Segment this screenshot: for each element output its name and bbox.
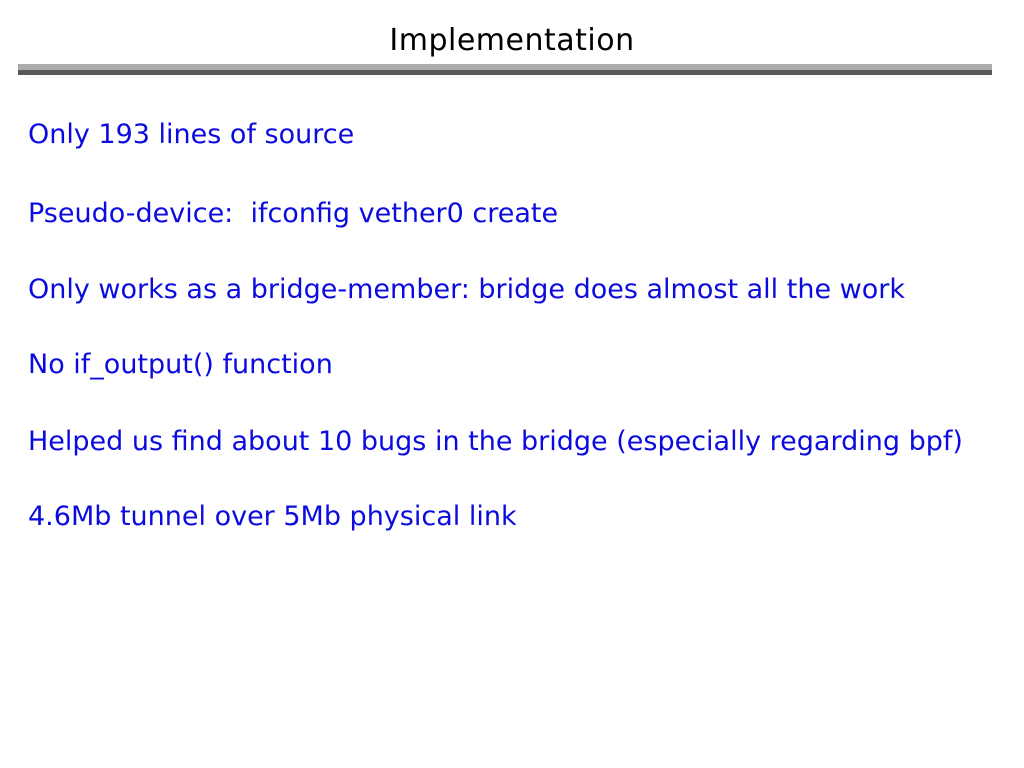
divider-bottom-band xyxy=(18,70,992,75)
bullet-line: No if_output() function xyxy=(28,349,333,380)
bullet-line: Helped us find about 10 bugs in the bridge (especially regarding bpf) xyxy=(28,426,963,457)
title-divider xyxy=(18,64,992,75)
bullet-line: Only works as a bridge-member: bridge does almost all the work xyxy=(28,274,905,305)
bullet-line: 4.6Mb tunnel over 5Mb physical link xyxy=(28,501,517,532)
bullet-line: Pseudo-device: ifconfig vether0 create xyxy=(28,198,559,229)
bullet-line: Only 193 lines of source xyxy=(28,119,355,150)
slide-title: Implementation xyxy=(389,23,635,58)
